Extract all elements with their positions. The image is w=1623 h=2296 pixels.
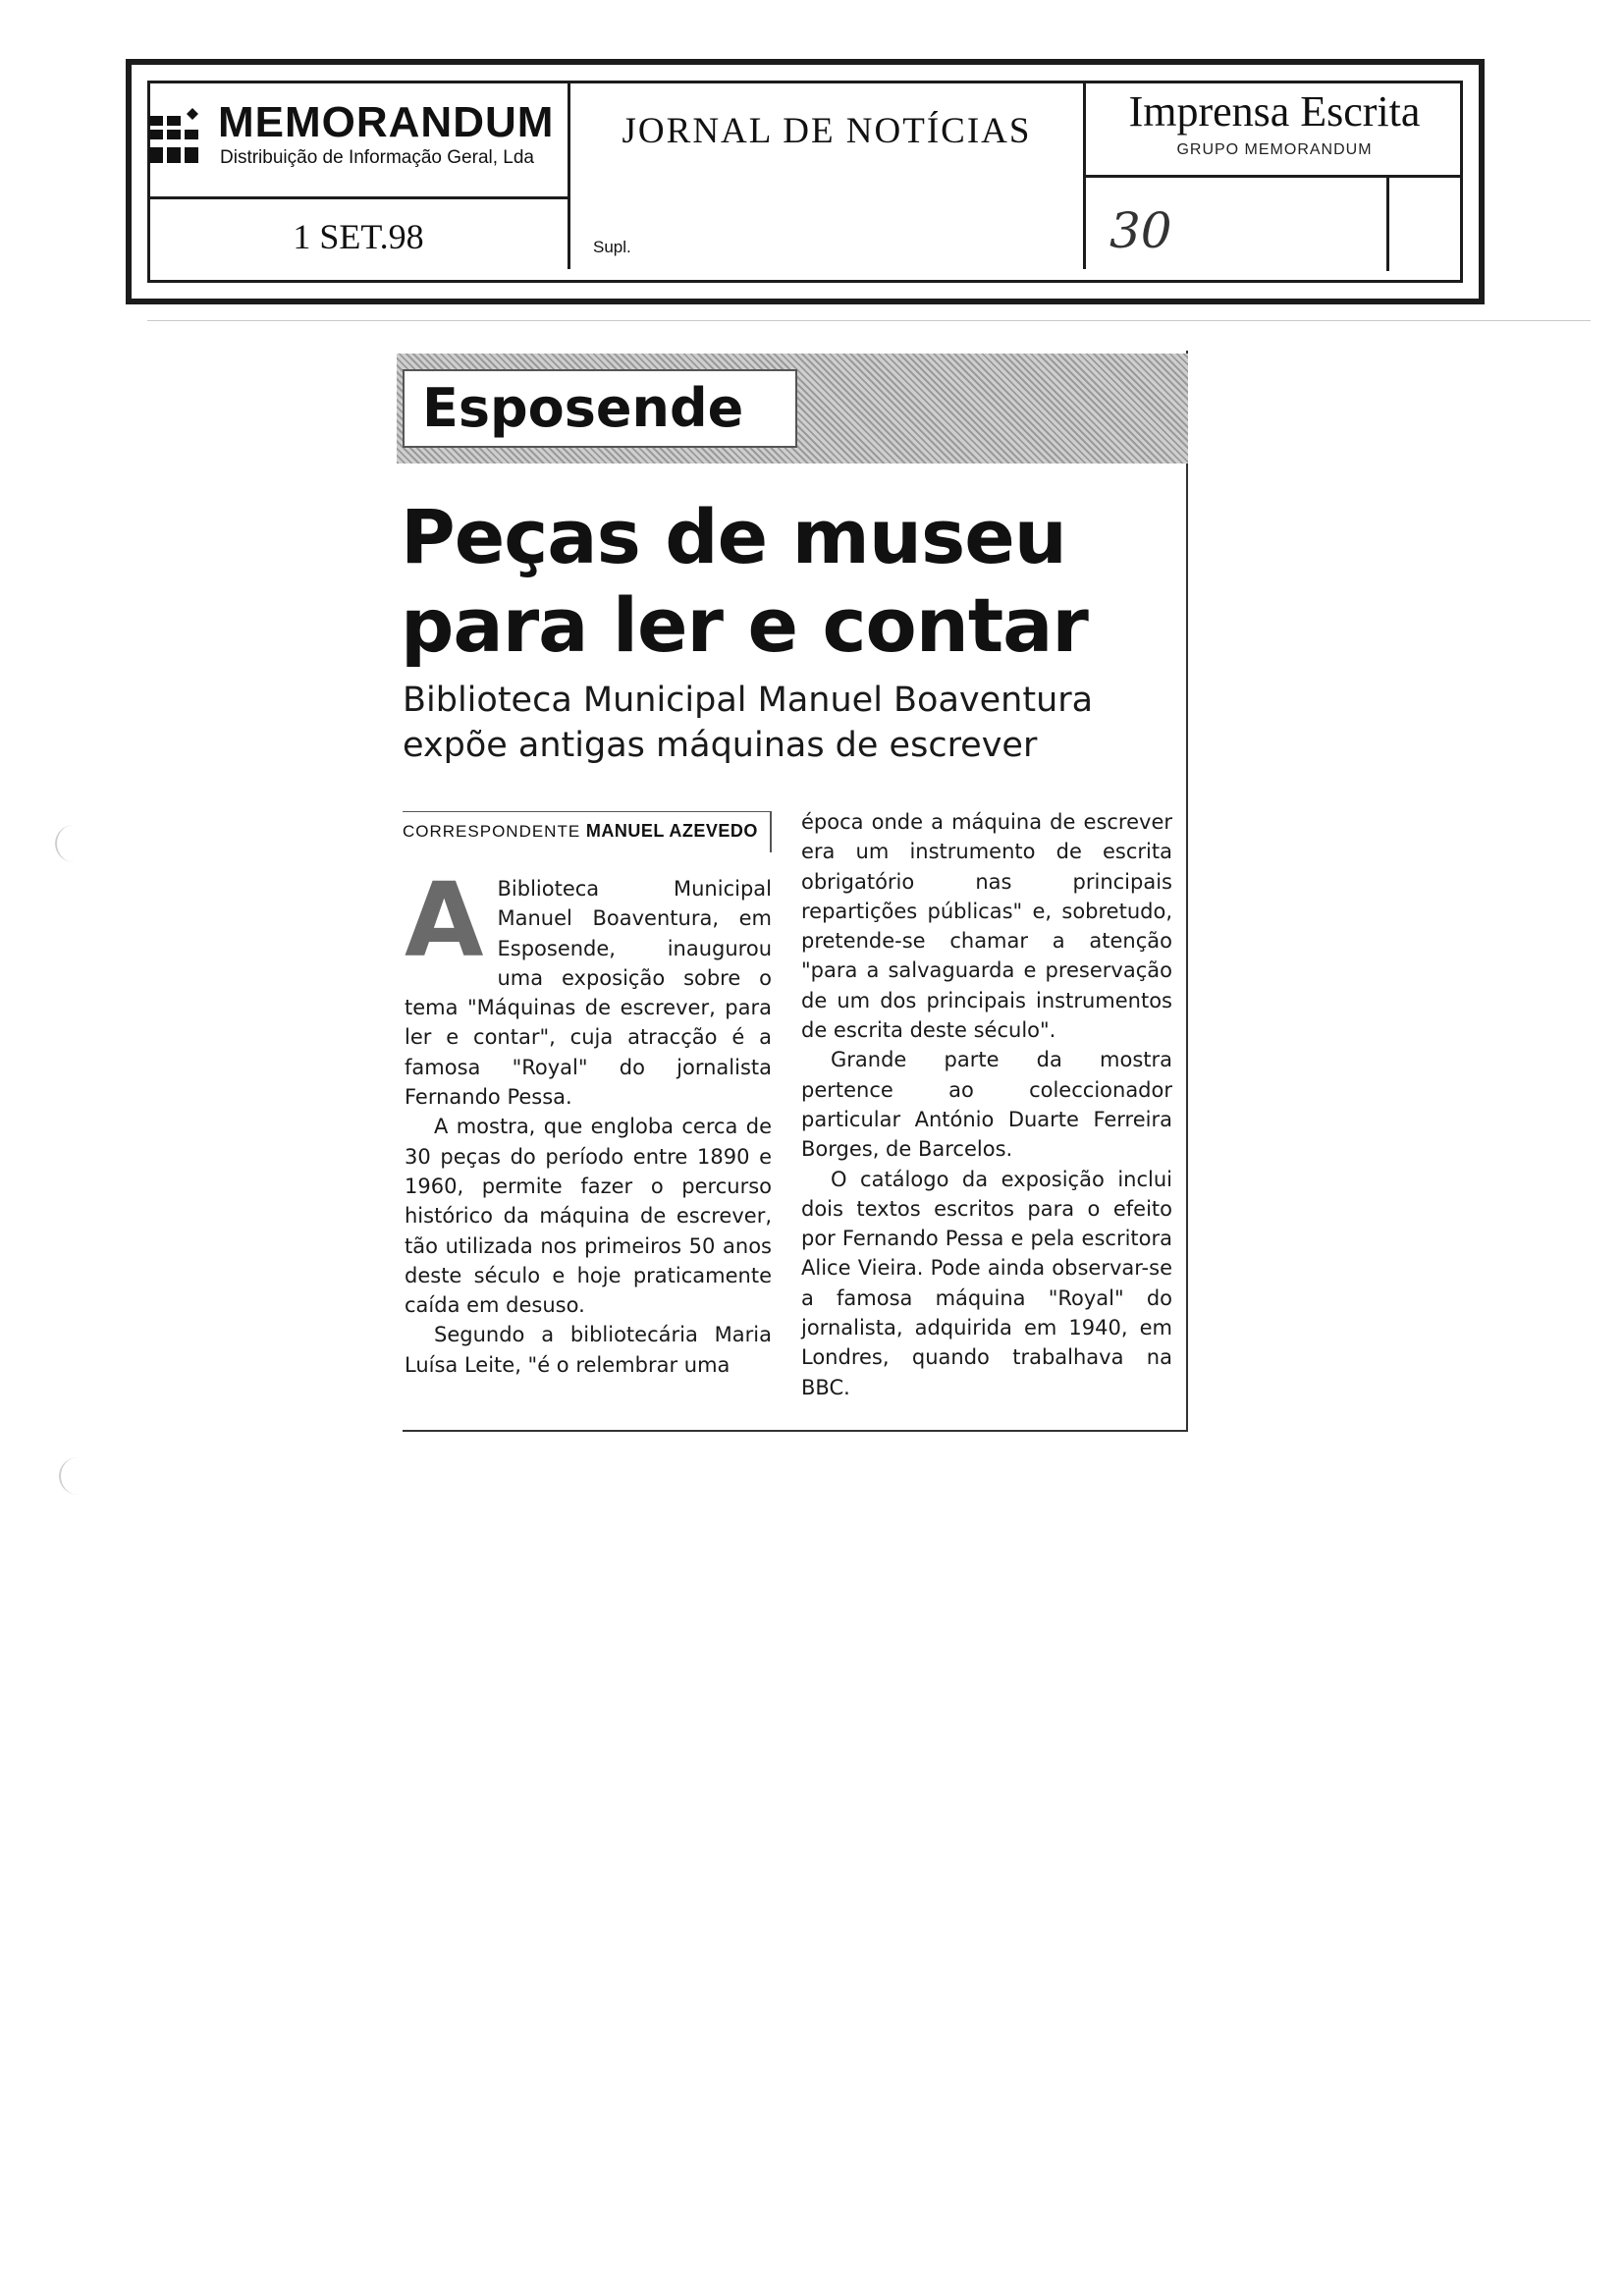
- headline-line-1: Peças de museu: [401, 493, 1066, 580]
- paragraph-5: O catálogo da exposição inclui dois textos escritos para o efeito por Fernando Pessa e pela escritora Alice Vieira. Pode ainda observar-se a famosa máquina "Royal" do jornalista, adquirida em 1940, em Londres, quando trabalhava na BBC.: [801, 1167, 1172, 1399]
- paragraph-2: A mostra, que engloba cerca de 30 peças do período entre 1890 e 1960, permite fazer o percurso histórico da máquina de escrever, tão utilizada nos primeiros 50 anos deste século e hoje praticamente caída em desuso.: [405, 1115, 772, 1318]
- byline-rule: [403, 811, 772, 812]
- clipping-date: 1 SET.98: [293, 217, 424, 256]
- hole-punch-mark: [59, 1457, 81, 1495]
- group-name: GRUPO MEMORANDUM: [1176, 141, 1373, 158]
- article-bottom-rule: [403, 1430, 1188, 1432]
- scan-faint-rule: [147, 320, 1591, 321]
- byline-author: MANUEL AZEVEDO: [585, 821, 758, 841]
- section-label: Esposende: [422, 377, 744, 439]
- paragraph-3-start: Segundo a bibliotecária Maria Luísa Leite, "é o relembrar uma: [405, 1323, 772, 1377]
- page-extra-box: [1386, 175, 1463, 271]
- headline-line-2: para ler e contar: [401, 581, 1088, 669]
- agency-name: MEMORANDUM: [218, 98, 555, 146]
- paragraph-1: [405, 860, 772, 1112]
- byline-end-rule: [770, 811, 772, 852]
- paragraph-3-continued: época onde a máquina de escrever era um instrumento de escrita obrigatório nas principais repartições públicas" e, sobretudo, pretende-se chamar a atenção "para a salvaguarda e preservação de um dos principais instrumentos de escrita deste século".: [801, 810, 1172, 1043]
- article-subhead: [403, 678, 1178, 768]
- media-type: Imprensa Escrita: [1128, 87, 1421, 136]
- article-column-2: [801, 807, 1172, 1402]
- byline-role: CORRESPONDENTE: [403, 822, 581, 841]
- article-column-1: [405, 860, 772, 1380]
- subhead-line-1: Biblioteca Municipal Manuel Boaventura: [403, 681, 1094, 720]
- agency-subtitle: Distribuição de Informação Geral, Lda: [220, 147, 534, 168]
- publication-name: JORNAL DE NOTÍCIAS: [622, 111, 1032, 151]
- supplement-label: Supl.: [593, 238, 631, 256]
- paragraph-1-text: Biblioteca Municipal Manuel Boaventura, em Esposende, inaugurou uma exposição sobre o tema "Máquinas de escrever, para ler e contar", cuja atracção é a famosa "Royal" do jornalista Fernando Pessa.: [405, 877, 772, 1110]
- byline: [403, 821, 758, 842]
- page-number-handwritten: 30: [1109, 202, 1172, 259]
- hole-punch-mark: [55, 825, 77, 862]
- drop-cap: A: [405, 860, 484, 980]
- memorandum-logo-icon: [149, 108, 206, 167]
- subhead-line-2: expõe antigas máquinas de escrever: [403, 726, 1038, 765]
- article-headline: [401, 493, 1176, 670]
- paragraph-4: Grande parte da mostra pertence ao coleccionador particular António Duarte Ferreira Borges, de Barcelos.: [801, 1048, 1172, 1162]
